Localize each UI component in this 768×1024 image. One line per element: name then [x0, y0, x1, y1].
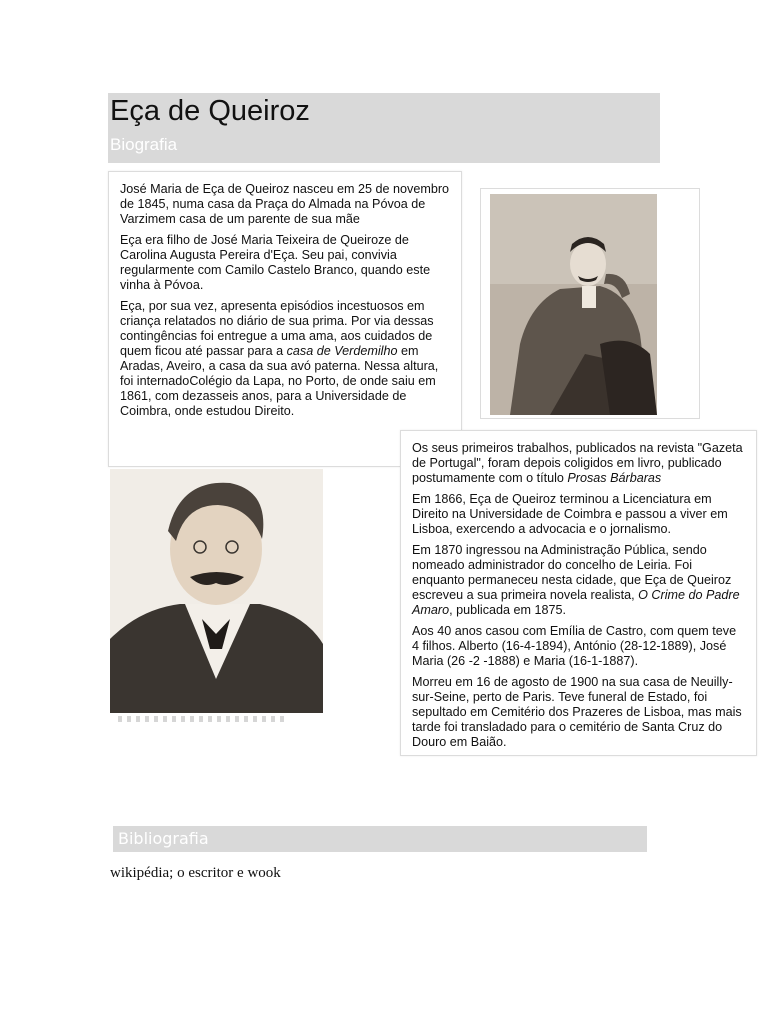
- bibliography-banner: [113, 826, 647, 852]
- photo-caption-faded: [118, 716, 288, 722]
- paragraph-law-degree: Em 1866, Eça de Queiroz terminou a Licenciatura em Direito na Universidade de Coimbra e passou a viver em Lisboa, exercendo a advocacia e o jornalismo.: [412, 492, 728, 536]
- portrait-engraving-photo: [110, 469, 323, 713]
- biography-text-box-2: [400, 430, 757, 756]
- paragraph-birth: José Maria de Eça de Queiroz nasceu em 25 de novembro de 1845, numa casa da Praça do Almada na Póvoa de Varzimem casa de um parente de sua mãe: [120, 182, 450, 226]
- paragraph-parents: Eça era filho de José Maria Teixeira de Queiroze de Carolina Augusta Pereira d'Eça. Seu pai, convivia regularmente com Camilo Castelo Branco, quando este vinha à Póvoa.: [120, 233, 431, 292]
- portrait-seated-photo: [490, 194, 657, 415]
- page-title: Eça de Queiroz: [110, 95, 310, 127]
- page-subtitle: Biografia: [110, 135, 178, 154]
- paragraph-marriage: Aos 40 anos casou com Emília de Castro, com quem teve 4 filhos. Alberto (16-4-1894), António (28-12-1889), José Maria (26 -2 -1888) e Maria (16-1-1887).: [412, 624, 737, 668]
- paragraph-first-works: Os seus primeiros trabalhos, publicados na revista "Gazeta de Portugal", foram depois coligidos em livro, publicado postumamente com o título Prosas Bárbaras: [412, 441, 743, 485]
- crime-padre-amaro-italic: O Crime do Padre Amaro: [412, 588, 740, 617]
- prosas-barbaras-italic: Prosas Bárbaras: [567, 471, 662, 485]
- biography-text-box-1: [108, 171, 462, 467]
- bibliography-heading: Bibliografia: [118, 829, 209, 848]
- bibliography-sources: wikipédia; o escritor e wook: [110, 865, 281, 881]
- paragraph-childhood: Eça, por sua vez, apresenta episódios incestuosos em criança relatados no diário de sua prima. Por via dessas contingências foi entregue a uma ama, aos cuidados de quem ficou até passar para a casa de Verdemilho em Aradas, Aveiro, a casa da sua avó paterna. Nessa altura, foi internadoColégio da Lapa, no Porto, de onde saiu em 1861, com dezasseis anos, para a Universidade de Coimbra, onde estudou Direito.: [120, 299, 439, 418]
- paragraph-public-admin: Em 1870 ingressou na Administração Pública, sendo nomeado administrador do concelho de Leiria. Foi enquanto permaneceu nesta cidade, que Eça de Queiroz escreveu a sua primeira novela realista, O Crime do Padre Amaro, publicada em 1875.: [412, 543, 740, 617]
- title-banner: [108, 93, 660, 163]
- casa-verdemilho-italic: casa de Verdemilho: [286, 344, 398, 358]
- paragraph-death: Morreu em 16 de agosto de 1900 na sua casa de Neuilly-sur-Seine, perto de Paris. Teve funeral de Estado, foi sepultado em Cemitério dos Prazeres de Lisboa, mas mais tarde foi transladado para o cemitério de Santa Cruz do Douro em Baião.: [412, 675, 742, 749]
